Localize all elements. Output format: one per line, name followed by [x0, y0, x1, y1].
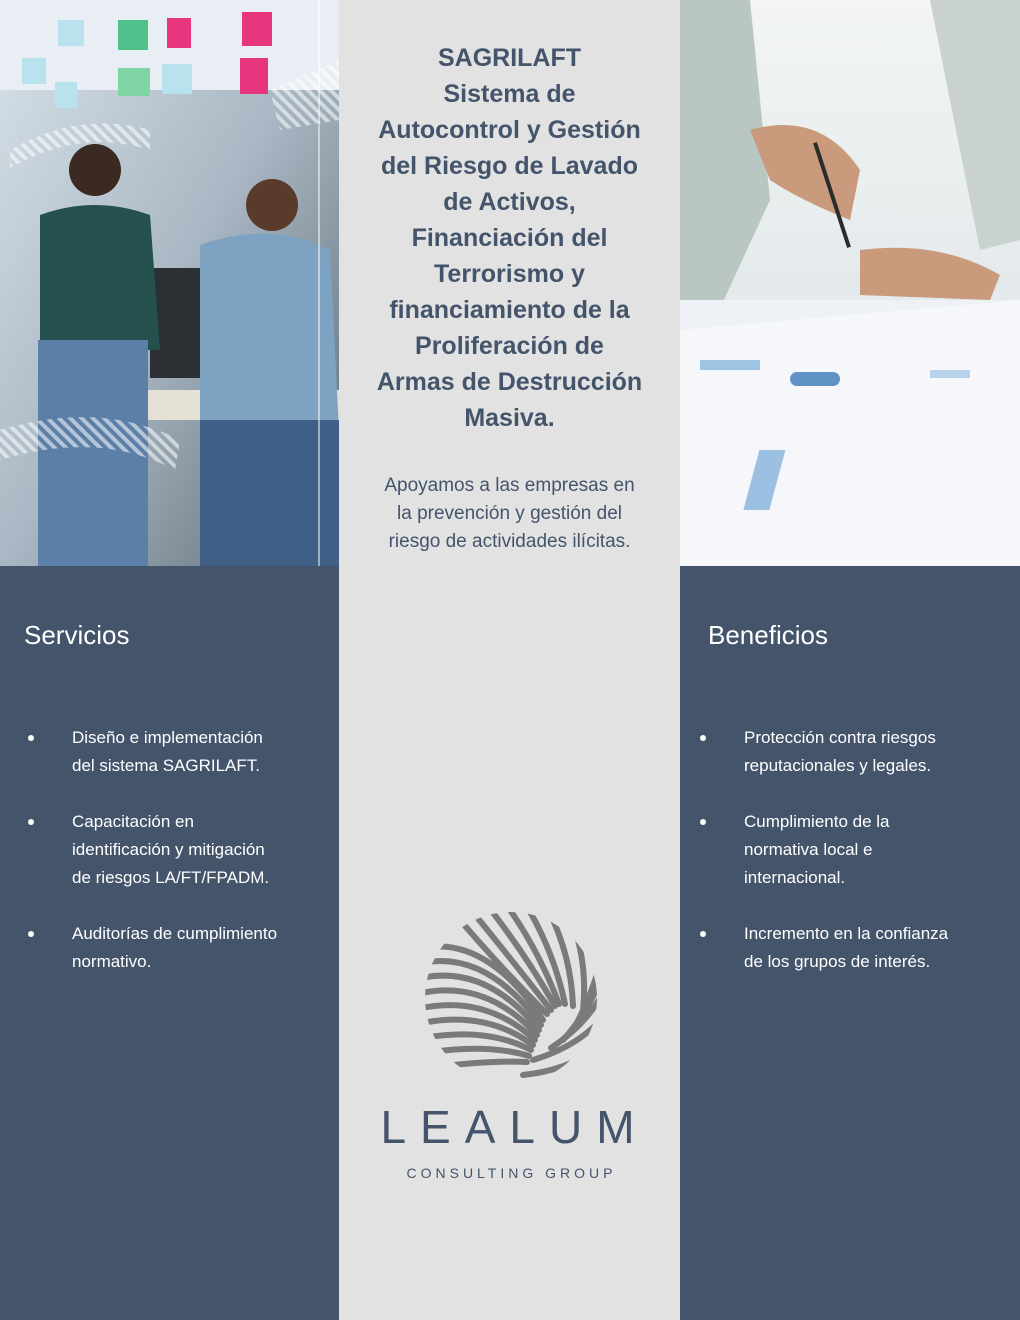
sticky-note: [22, 58, 46, 84]
right-column: [680, 0, 1020, 1320]
sticky-note: [118, 20, 148, 50]
sticky-note: [240, 58, 268, 94]
bullet-icon: [28, 819, 34, 825]
document-subtitle: Apoyamos a las empresas en la prevención y gestión del riesgo de actividades ilícitas.: [384, 475, 635, 552]
logo-wordmark: LEALUM: [380, 1101, 649, 1153]
logo-tagline: CONSULTING GROUP: [406, 1165, 617, 1181]
sticky-note: [242, 12, 272, 46]
sticky-note: [58, 20, 84, 46]
services-item: Auditorías de cumplimiento normativo.: [28, 920, 328, 976]
sticky-note: [162, 64, 192, 94]
bullet-icon: [700, 819, 706, 825]
sticky-note: [167, 18, 191, 48]
team-meeting-photo: [0, 0, 339, 566]
center-column: [339, 0, 680, 1320]
documents-photo: [680, 0, 1020, 566]
services-item: Diseño e implementación del sistema SAGRILAFT.: [28, 724, 328, 780]
benefits-title: Beneficios: [708, 620, 828, 650]
document-title: SAGRILAFT Sistema de Autocontrol y Gestión del Riesgo de Lavado de Activos, Financiación del Terrorismo y financiamiento de la Proliferación de Armas de Destrucción Masiva.: [376, 44, 643, 432]
benefits-item: Protección contra riesgos reputacionales y legales.: [700, 724, 1010, 780]
bullet-icon: [700, 931, 706, 937]
bullet-icon: [700, 735, 706, 741]
bullet-icon: [28, 931, 34, 937]
services-list: [28, 724, 328, 1004]
sticky-note: [55, 82, 77, 108]
services-item: Capacitación en identificación y mitigación de riesgos LA/FT/FPADM.: [28, 808, 328, 892]
documents-image: [680, 0, 1020, 566]
left-column: [0, 0, 339, 1320]
team-meeting-image: [0, 0, 339, 566]
lealum-logo-icon: [423, 910, 599, 1086]
bullet-icon: [28, 735, 34, 741]
benefits-item: Cumplimiento de la normativa local e internacional.: [700, 808, 1010, 892]
services-title: Servicios: [24, 620, 130, 650]
sticky-note: [118, 68, 150, 96]
benefits-item: Incremento en la confianza de los grupos de interés.: [700, 920, 1010, 976]
benefits-list: [700, 724, 1010, 1004]
